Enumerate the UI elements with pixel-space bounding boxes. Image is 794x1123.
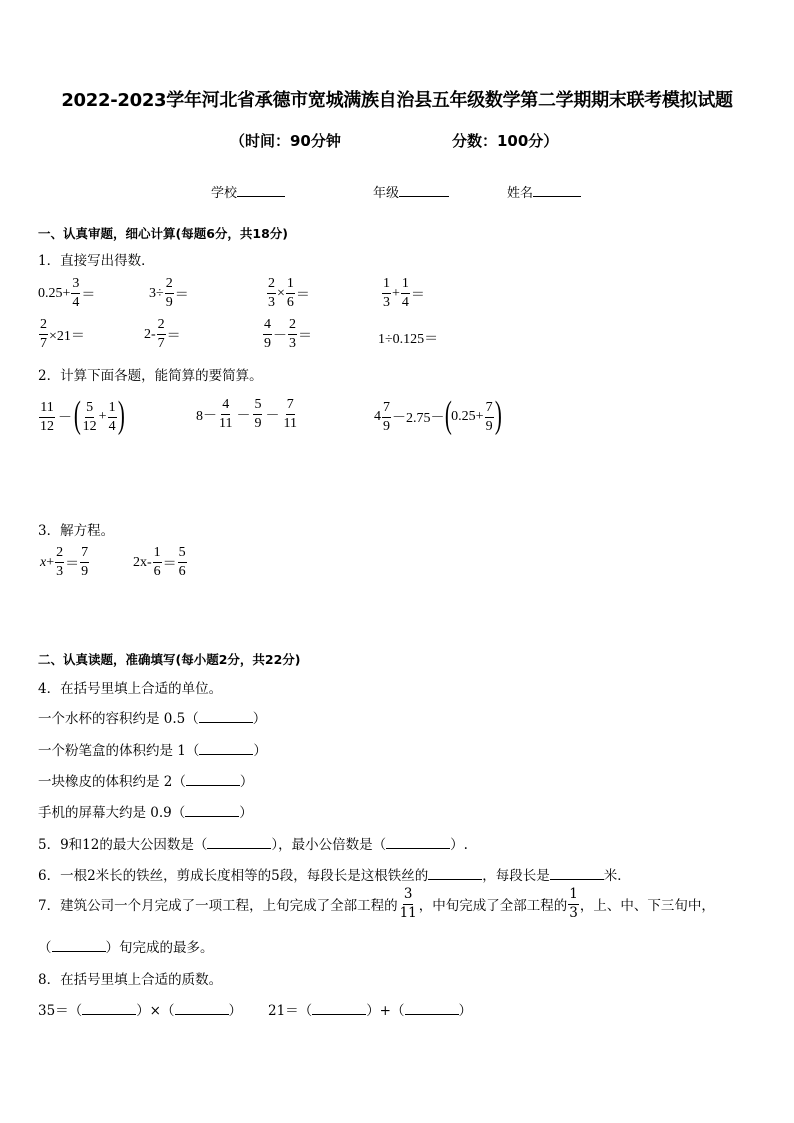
question-1-label: 1．直接写出得数． [38, 253, 155, 269]
question-7-line-2: （ ）旬完成的最多。 [38, 940, 214, 956]
answer-blank[interactable] [428, 866, 482, 880]
q1-expr-8: 1÷0.125＝ [378, 332, 439, 347]
question-8-line: 35＝（ ）×（ ） 21＝（ ）+（ ） [38, 1003, 472, 1019]
answer-blank[interactable] [199, 741, 253, 755]
name-field[interactable]: 姓名 [507, 182, 581, 201]
answer-blank[interactable] [550, 866, 604, 880]
answer-blank[interactable] [185, 803, 239, 817]
grade-field[interactable]: 年级 [373, 182, 449, 201]
q4-item-1: 一个水杯的容积约是 0.5（ ） [38, 711, 267, 727]
section-2-heading: 二、认真读题，准确填写(每小题2分，共22分) [38, 652, 301, 667]
q2-expr-1: $\frac{11}{12}$ － ( $\frac{5}{12}$ + $\frac{1}{4}$ ) [40, 394, 125, 436]
question-4-label: 4．在括号里填上合适的单位。 [38, 681, 223, 697]
question-7-line-1: 7．建筑公司一个月完成了一项工程，上旬完成了全部工程的 $\frac{3}{11}$ ，中旬完成了全部工程的 $\frac{1}{3}$ ，上、中、下三旬中， [38, 886, 715, 921]
question-6: 6．一根2米长的铁丝，剪成长度相等的5段，每段长是这根铁丝的 ，每段长是 米． [38, 868, 631, 884]
q1-expr-2: 3÷ $\frac{2}{9}$ ＝ [149, 276, 189, 310]
page-title: 2022-2023学年河北省承德市宽城满族自治县五年级数学第二学期期末联考模拟试题 [61, 90, 733, 111]
answer-blank[interactable] [405, 1001, 459, 1015]
q2-expr-3: 4 $\frac{7}{9}$ －2.75－ ( 0.25+ $\frac{7}{9}$ ) [374, 394, 502, 436]
answer-blank[interactable] [207, 835, 271, 849]
q1-expr-4: $\frac{1}{3}$ + $\frac{1}{4}$ ＝ [383, 276, 425, 310]
question-2-label: 2．计算下面各题，能简算的要简算。 [38, 368, 263, 384]
exam-score: 分数：100分） [452, 132, 559, 150]
section-1-heading: 一、认真审题，细心计算(每题6分，共18分) [38, 226, 289, 241]
q1-expr-7: $\frac{4}{9}$ － $\frac{2}{3}$ ＝ [264, 317, 312, 351]
answer-blank[interactable] [82, 1001, 136, 1015]
q3-equation-2: 2x- $\frac{1}{6}$ ＝ $\frac{5}{6}$ [133, 545, 186, 579]
q1-expr-1: 0.25+ $\frac{3}{4}$ ＝ [38, 276, 96, 310]
answer-blank[interactable] [386, 835, 450, 849]
q2-expr-2: 8－ $\frac{4}{11}$ － $\frac{5}{9}$ － $\frac{7}{11}$ [196, 397, 297, 431]
q1-expr-5: $\frac{2}{7}$ ×21＝ [40, 317, 85, 351]
answer-blank[interactable] [175, 1001, 229, 1015]
question-8-label: 8．在括号里填上合适的质数。 [38, 972, 223, 988]
question-5: 5．9和12的最大公因数是（ ），最小公倍数是（ ）. [38, 837, 468, 853]
answer-blank[interactable] [199, 709, 253, 723]
exam-time: （时间：90分钟 [230, 132, 341, 150]
answer-blank[interactable] [186, 772, 240, 786]
q4-item-2: 一个粉笔盒的体积约是 1（ ） [38, 743, 267, 759]
q1-expr-6: 2- $\frac{2}{7}$ ＝ [144, 317, 181, 351]
q3-equation-1: x + $\frac{2}{3}$ ＝ $\frac{7}{9}$ [40, 545, 89, 579]
question-3-label: 3．解方程。 [38, 523, 115, 539]
q4-item-4: 手机的屏幕大约是 0.9（ ） [38, 805, 253, 821]
answer-blank[interactable] [312, 1001, 366, 1015]
q4-item-3: 一块橡皮的体积约是 2（ ） [38, 774, 254, 790]
q1-expr-3: $\frac{2}{3}$ × $\frac{1}{6}$ ＝ [268, 276, 310, 310]
school-field[interactable]: 学校 [211, 182, 285, 201]
answer-blank[interactable] [52, 938, 106, 952]
